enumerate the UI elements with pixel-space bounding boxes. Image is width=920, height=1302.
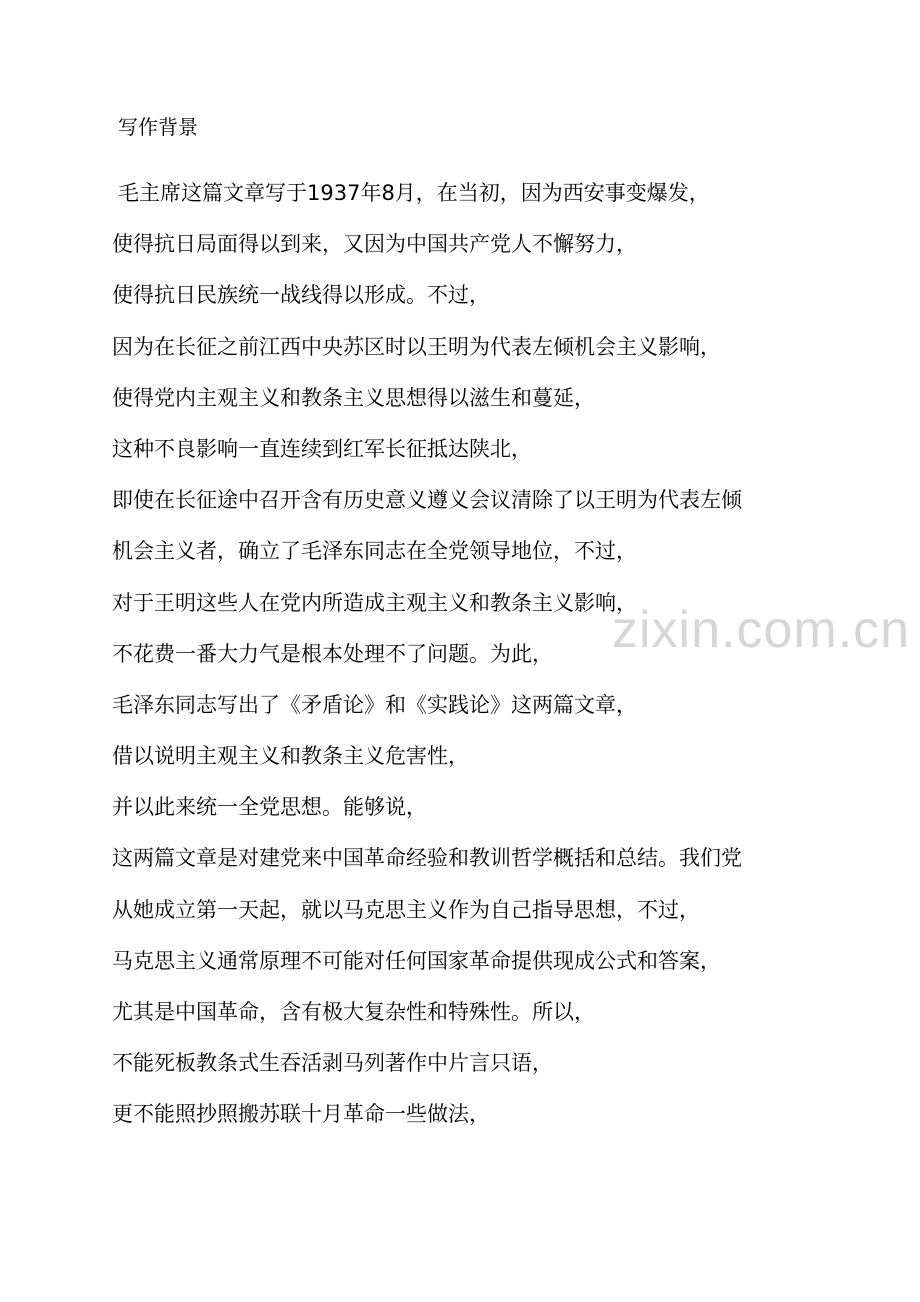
text-line: 使得抗日局面得以到来，又因为中国共产党人不懈努力，: [112, 232, 637, 257]
text-line: 并以此来统一全党思想。能够说，: [112, 795, 427, 820]
text-line: 不能死板教条式生吞活剥马列著作中片言只语，: [112, 1051, 553, 1076]
text-line: 借以说明主观主义和教条主义危害性，: [112, 744, 469, 769]
text-line: 更不能照抄照搬苏联十月革命一些做法，: [112, 1102, 490, 1127]
text-line: 使得党内主观主义和教条主义思想得以滋生和蔓延，: [112, 385, 595, 410]
text-line: 这种不良影响一直连续到红军长征抵达陕北，: [112, 436, 532, 461]
text-line: 马克思主义通常原理不可能对任何国家革命提供现成公式和答案，: [112, 948, 721, 973]
text-line: 尤其是中国革命，含有极大复杂性和特殊性。所以，: [112, 1000, 595, 1024]
text-line: 即使在长征途中召开含有历史意义遵义会议清除了以王明为代表左倾: [112, 488, 742, 513]
text-line: 毛泽东同志写出了《矛盾论》和《实践论》这两篇文章，: [112, 692, 637, 717]
text-line: 这两篇文章是对建党来中国革命经验和教训哲学概括和总结。我们党: [112, 846, 742, 871]
text-line: 使得抗日民族统一战线得以形成。不过，: [112, 283, 490, 308]
watermark: zixin.com.cn: [612, 601, 911, 659]
text-line: 从她成立第一天起，就以马克思主义作为自己指导思想，不过，: [112, 897, 700, 922]
text-line: 毛主席这篇文章写于1937年8月，在当初，因为西安事变爆发，: [118, 181, 710, 205]
text-line: 因为在长征之前江西中央苏区时以王明为代表左倾机会主义影响，: [112, 334, 721, 359]
text-line: 不花费一番大力气是根本处理不了问题。为此，: [112, 641, 553, 666]
section-heading: 写作背景: [118, 115, 198, 139]
text-line: 对于王明这些人在党内所造成主观主义和教条主义影响，: [112, 590, 637, 615]
text-line: 机会主义者，确立了毛泽东同志在全党领导地位，不过，: [112, 539, 637, 564]
